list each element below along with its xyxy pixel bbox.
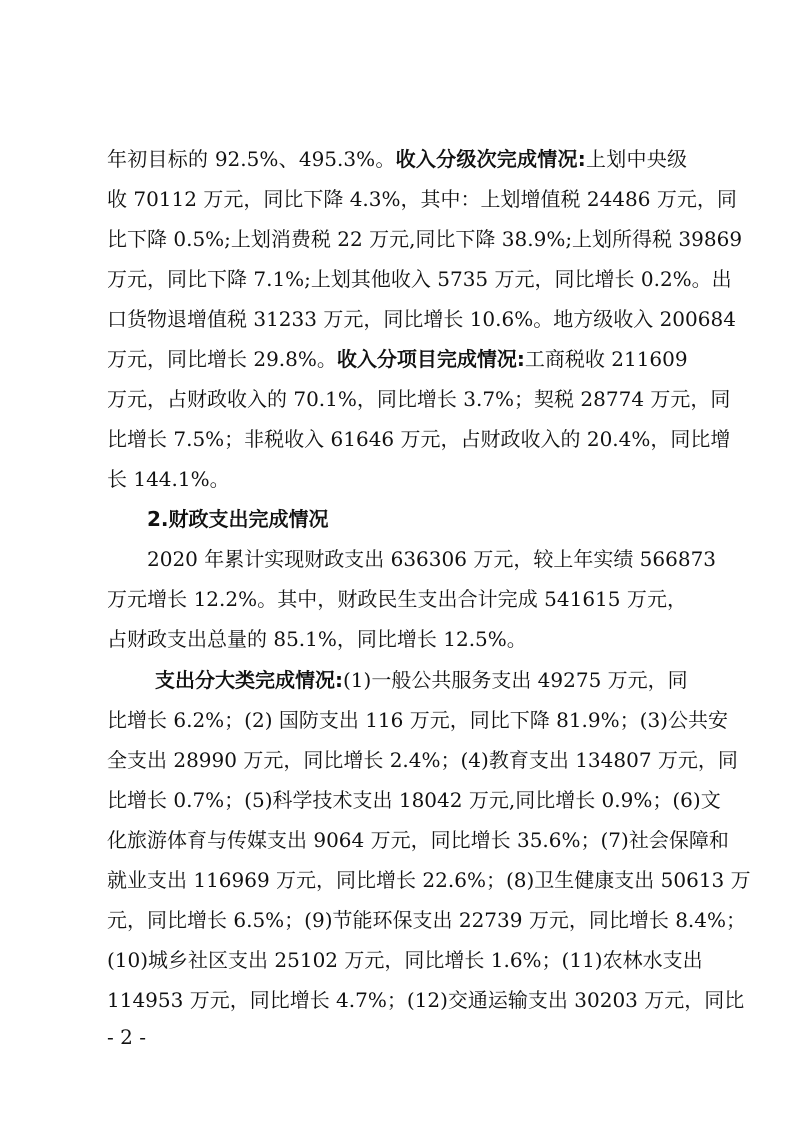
text-line: 就业支出 116969 万元，同比增长 22.6%；(8)卫生健康支出 50613 万: [107, 868, 751, 892]
bold-label: 收入分级次完成情况:: [395, 147, 586, 171]
text-segment: (1)一般公共服务支出 49275 万元，同: [343, 668, 688, 692]
text-line: [107, 341, 687, 377]
text-line: 比增长 6.2%；(2) 国防支出 116 万元，同比下降 81.9%；(3)公共安: [107, 708, 728, 732]
text-line: 万元，同比下降 7.1%;上划其他收入 5735 万元，同比增长 0.2%。出: [107, 267, 732, 291]
text-line: [107, 141, 687, 177]
text-line: 口货物退增值税 31233 万元，同比增长 10.6%。地方级收入 200684: [107, 307, 736, 331]
text-line: 收 70112 万元，同比下降 4.3%，其中：上划增值税 24486 万元，同: [107, 187, 737, 211]
text-line: 万元，占财政收入的 70.1%，同比增长 3.7%；契税 28774 万元，同: [107, 387, 731, 411]
text-line: 比下降 0.5%;上划消费税 22 万元,同比下降 38.9%;上划所得税 39869: [107, 227, 743, 251]
text-segment: 万元，同比增长 29.8%。: [107, 347, 337, 371]
page-number: - 2 -: [107, 1025, 146, 1049]
text-line: 全支出 28990 万元，同比增长 2.4%；(4)教育支出 134807 万元，同: [107, 748, 738, 772]
text-segment: 工商税收 211609: [524, 347, 688, 371]
section-heading: 2.财政支出完成情况: [147, 507, 329, 531]
text-line: 114953 万元，同比增长 4.7%；(12)交通运输支出 30203 万元，同比: [107, 988, 745, 1012]
text-line: 比增长 7.5%；非税收入 61646 万元，占财政收入的 20.4%，同比增: [107, 427, 731, 451]
text-line: 万元增长 12.2%。其中，财政民生支出合计完成 541615 万元，: [107, 587, 687, 611]
bold-label: 收入分项目完成情况:: [336, 347, 525, 371]
text-line: 2020 年累计实现财政支出 636306 万元，较上年实绩 566873: [147, 547, 717, 571]
text-line: 占财政支出总量的 85.1%，同比增长 12.5%。: [107, 627, 527, 651]
text-line: 化旅游体育与传媒支出 9064 万元，同比增长 35.6%；(7)社会保障和: [107, 828, 729, 852]
text-line: [155, 662, 687, 698]
text-segment: 年初目标的 92.5%、495.3%。: [107, 147, 396, 171]
text-line: 长 144.1%。: [107, 467, 230, 491]
text-line: (10)城乡社区支出 25102 万元，同比增长 1.6%；(11)农林水支出: [107, 948, 703, 972]
bold-label: 支出分大类完成情况:: [155, 668, 343, 692]
text-line: 比增长 0.7%；(5)科学技术支出 18042 万元,同比增长 0.9%；(6)文: [107, 788, 721, 812]
text-segment: 上划中央级: [585, 147, 688, 171]
text-line: 元，同比增长 6.5%；(9)节能环保支出 22739 万元，同比增长 8.4%；: [107, 908, 747, 932]
